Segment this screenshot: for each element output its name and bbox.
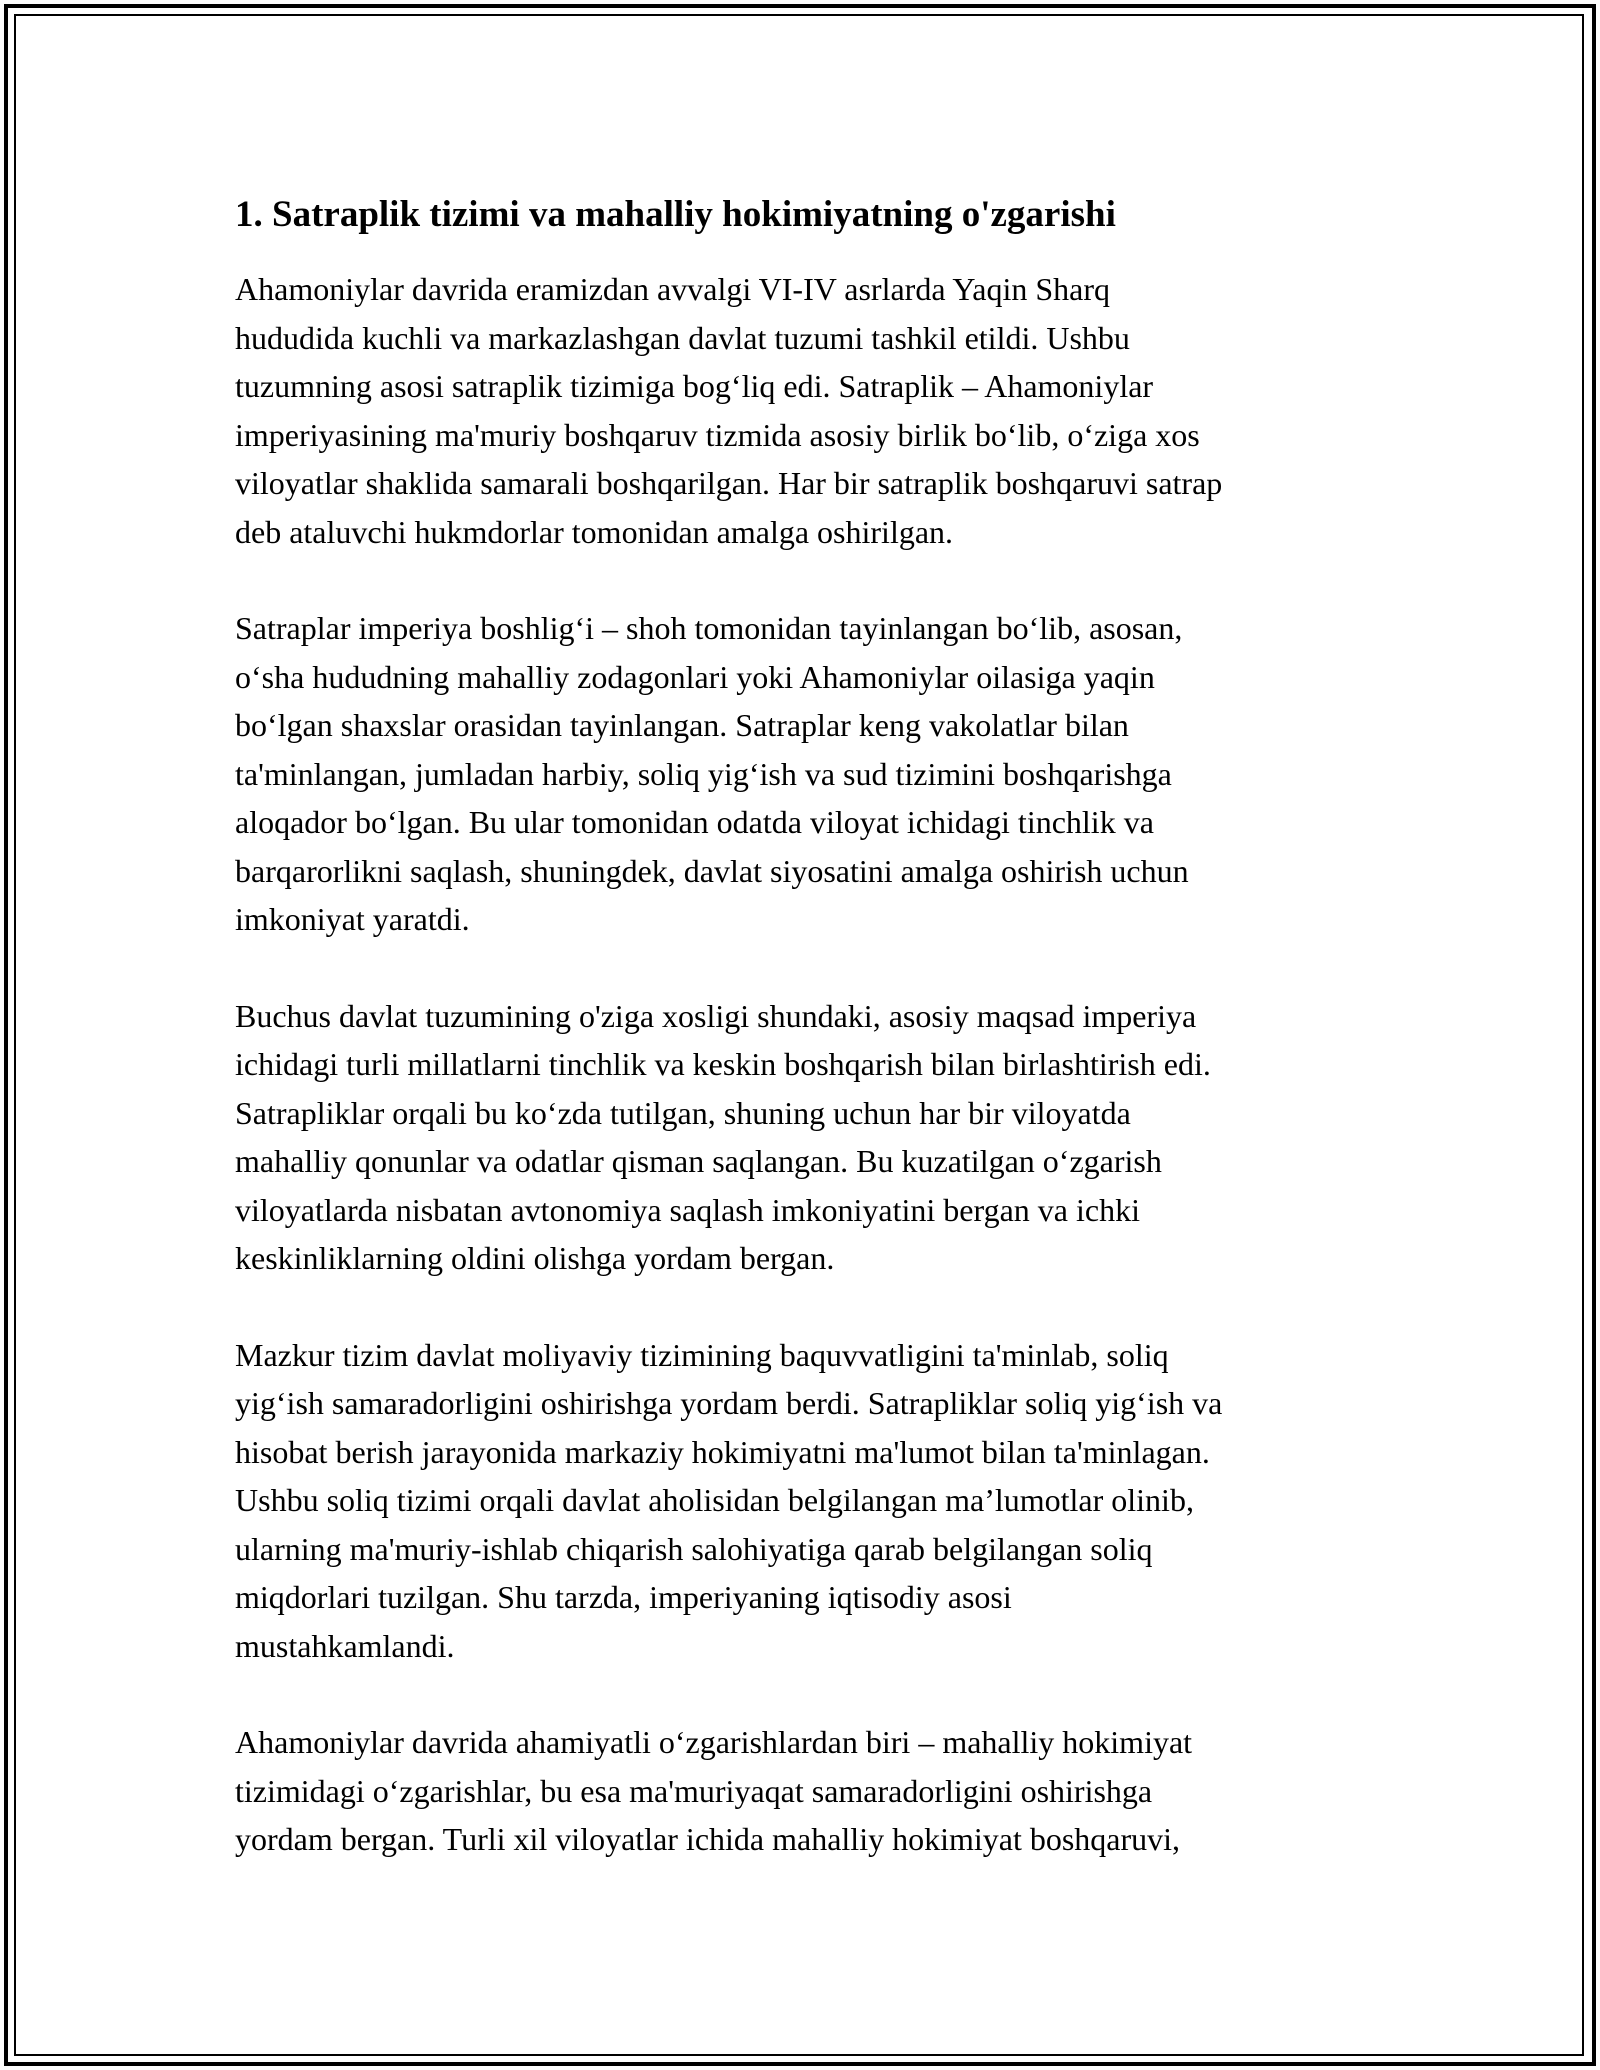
text-line: hisobat berish jarayonida markaziy hokimiyatni ma'lumot bilan ta'minlagan. — [235, 1433, 1210, 1470]
text-line: Satraplar imperiya boshlig‘i – shoh tomonidan tayinlangan bo‘lib, asosan, — [235, 610, 1183, 646]
text-line: Ahamoniylar davrida eramizdan avvalgi VI-IV asrlarda Yaqin Sharq — [235, 271, 1110, 307]
text-line: Ahamoniylar davrida ahamiyatli o‘zgarishlardan biri – mahalliy hokimiyat — [235, 1724, 1193, 1760]
text-line: aloqador bo‘lgan. Bu ular tomonidan odatda viloyat ichidagi tinchlik va — [235, 804, 1154, 840]
section-heading: 1. Satraplik tizimi va mahalliy hokimiyatning o'zgarishi — [235, 194, 1116, 235]
text-line: yig‘ish samaradorligini oshirishga yordam berdi. Satrapliklar soliq yig‘ish va — [235, 1385, 1223, 1421]
text-line: mahalliy qonunlar va odatlar qisman saqlangan. Bu kuzatilgan o‘zgarish — [235, 1143, 1162, 1179]
text-line: keskinliklarning oldini olishga yordam bergan. — [235, 1240, 835, 1276]
text-line: deb ataluvchi hukmdorlar tomonidan amalga oshirilgan. — [235, 513, 954, 550]
text-line: Ushbu soliq tizimi orqali davlat aholisidan belgilangan ma’lumotlar olinib, — [235, 1482, 1194, 1518]
text-line: mustahkamlandi. — [235, 1627, 455, 1664]
text-line: barqarorlikni saqlash, shuningdek, davlat siyosatini amalga oshirish uchun — [235, 852, 1189, 889]
text-line: tuzumning asosi satraplik tizimiga bog‘liq edi. Satraplik – Ahamoniylar — [235, 368, 1154, 404]
text-line: ta'minlangan, jumladan harbiy, soliq yig‘ish va sud tizimini boshqarishga — [235, 755, 1172, 792]
text-line: ularning ma'muriy-ishlab chiqarish salohiyatiga qarab belgilangan soliq — [235, 1530, 1153, 1567]
text-line: Mazkur tizim davlat moliyaviy tizimining baquvvatligini ta'minlab, soliq — [235, 1336, 1169, 1373]
text-line: yordam bergan. Turli xil viloyatlar ichida mahalliy hokimiyat boshqaruvi, — [235, 1821, 1181, 1857]
text-line: viloyatlarda nisbatan avtonomiya saqlash imkoniyatini bergan va ichki — [235, 1191, 1140, 1228]
text-line: ichidagi turli millatlarni tinchlik va keskin boshqarish bilan birlashtirish edi. — [235, 1046, 1211, 1082]
paragraph-5 — [235, 1718, 1375, 1864]
text-line: tizimidagi o‘zgarishlar, bu esa ma'muriyaqat samaradorligini oshirishga — [235, 1772, 1153, 1809]
document-body — [235, 185, 1375, 1912]
text-line: hududida kuchli va markazlashgan davlat tuzumi tashkil etildi. Ushbu — [235, 319, 1130, 356]
text-line: imkoniyat yaratdi. — [235, 901, 470, 937]
paragraph-1 — [235, 265, 1375, 556]
text-line: Satrapliklar orqali bu ko‘zda tutilgan, shuning uchun har bir viloyatda — [235, 1094, 1131, 1131]
text-line: Buchus davlat tuzumining o'ziga xosligi shundaki, asosiy maqsad imperiya — [235, 997, 1197, 1034]
text-line: o‘sha hududning mahalliy zodagonlari yoki Ahamoniylar oilasiga yaqin — [235, 658, 1155, 695]
paragraph-4 — [235, 1331, 1375, 1671]
text-line: miqdorlari tuzilgan. Shu tarzda, imperiyaning iqtisodiy asosi — [235, 1579, 1012, 1615]
text-line: imperiyasining ma'muriy boshqaruv tizmida asosiy birlik bo‘lib, o‘ziga xos — [235, 416, 1200, 453]
text-line: viloyatlar shaklida samarali boshqarilgan. Har bir satraplik boshqaruvi satrap — [235, 465, 1223, 501]
paragraph-3 — [235, 992, 1375, 1283]
paragraph-2 — [235, 604, 1375, 944]
text-line: bo‘lgan shaxslar orasidan tayinlangan. Satraplar keng vakolatlar bilan — [235, 707, 1129, 743]
